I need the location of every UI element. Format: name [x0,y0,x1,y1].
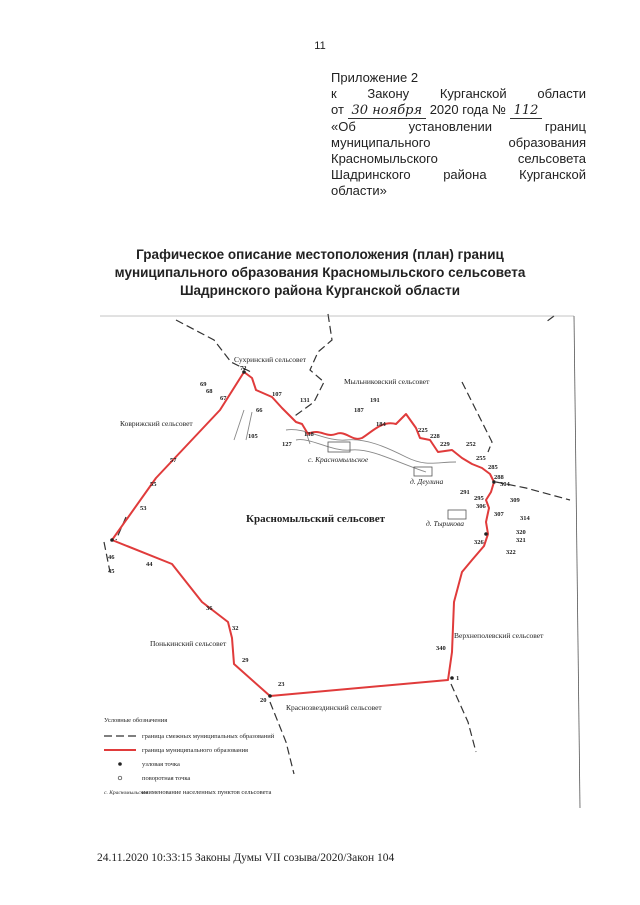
point-label-55: 55 [150,481,157,488]
title-line-1: Графическое описание местоположения (план) границ [136,247,504,262]
point-label-53: 53 [140,505,147,512]
point-label-72: 72 [240,365,247,372]
point-label-288: 288 [494,474,504,481]
point-label-252: 252 [466,441,476,448]
document-title [80,246,560,300]
title-line-3: Шадринского района Курганской области [179,283,461,298]
appendix-line-4: «Об установлении границ [331,119,586,134]
point-label-68: 68 [206,388,213,395]
settlement-symbols [328,442,466,519]
point-label-309: 309 [510,497,520,504]
neighbor-mylnikovsky: Мыльниковский сельсовет [344,377,430,386]
neighbor-verkhnespolevsky: Верхнеполевский сельсовет [454,631,544,640]
point-label-326: 326 [474,539,484,546]
appendix-line-1: Приложение 2 [331,70,419,85]
point-label-66: 66 [256,407,263,414]
point-label-191: 191 [370,397,380,404]
page-number: 11 [314,40,326,52]
appendix-line-7: Шадринского района Курганской [331,167,586,182]
point-label-69: 69 [200,381,207,388]
settlement-deulino: д. Деулина [410,477,444,486]
settlement-tyrikova-symbol [448,510,466,519]
neighbor-sukhrinsky: Сухринский сельсовет [234,355,307,364]
legend-settlement-names: наименование населенных пунктов сельсовета [142,789,272,796]
node-point-1 [450,676,454,680]
point-label-229: 229 [440,441,450,448]
point-label-131: 131 [300,397,310,404]
legend-title: Условные обозначения [104,717,168,724]
appendix-line-2: к Закону Курганской области [331,86,586,101]
node-point-322 [484,532,488,536]
appendix-header [331,70,586,199]
point-label-32: 32 [232,625,239,632]
legend-node-point-swatch [118,762,122,766]
point-label-340: 340 [436,645,446,652]
river-branch [234,410,310,444]
point-label-321: 321 [516,537,526,544]
map-frame-right [574,316,580,808]
point-label-291: 291 [460,489,470,496]
point-label-44: 44 [146,561,153,568]
handwritten-date: 30 ноября [348,103,427,119]
neighbor-kovrizhsky: Коврижский сельсовет [120,419,193,428]
point-label-138: 138 [304,431,314,438]
appendix-line-6: Красномыльского сельсовета [331,151,586,166]
settlement-tyrikova: д. Тырикова [426,519,464,528]
settlement-krasnomylskoe: с. Красномыльское [308,455,369,464]
legend-adjacent-border: граница смежных муниципальных образований [142,733,275,740]
point-label-36: 36 [206,605,213,612]
point-label-67: 67 [220,395,227,402]
point-label-1: 1 [456,675,460,682]
border-east-top [546,316,554,322]
point-label-45: 45 [108,568,115,575]
neighbor-labels [120,355,544,712]
map-svg [96,312,586,812]
handwritten-number: 112 [510,103,543,119]
point-label-306: 306 [476,503,486,510]
point-label-322: 322 [506,549,516,556]
point-label-107: 107 [272,391,282,398]
point-label-295: 295 [474,495,484,502]
point-label-29: 29 [242,657,249,664]
neighbor-krasnozvezdny: Краснозвездинский сельсовет [286,703,382,712]
title-line-2: муниципального образования Красномыльского сельсовета [114,265,526,280]
appendix-line-5: муниципального образования [331,135,586,150]
legend-node-point: узловая точка [142,761,180,768]
appendix-line-3: от 30 ноября 2020 года № 112 [331,102,586,119]
point-label-23: 23 [278,681,285,688]
point-label-46: 46 [108,554,115,561]
point-label-320: 320 [516,529,526,536]
node-point-45 [110,538,114,542]
point-label-307: 307 [494,511,504,518]
municipality-label: Красномыльский сельсовет [246,513,386,525]
border-southeast [451,684,476,752]
point-label-57: 57 [170,457,177,464]
point-label-187: 187 [354,407,364,414]
point-label-314: 314 [520,515,530,522]
point-label-228: 228 [430,433,440,440]
legend-settlement-sample: с. Красномыльское [104,790,149,796]
point-label-285: 285 [488,464,498,471]
node-point-20 [268,694,272,698]
point-label-184: 184 [376,421,386,428]
point-label-127: 127 [282,441,292,448]
neighbor-ponkinsky: Понькинский сельсовет [150,639,227,648]
legend-municipal-border: граница муниципального образования [142,747,249,754]
legend-turning-point: поворотная точка [142,775,191,782]
appendix-line-8: области» [331,183,387,198]
boundary-map [96,312,586,812]
footer: 24.11.2020 10:33:15 Законы Думы VII созыва/2020/Закон 104 [97,852,395,864]
point-label-20: 20 [260,697,267,704]
legend-turning-point-swatch [118,776,122,780]
point-label-255: 255 [476,455,486,462]
point-label-105: 105 [248,433,258,440]
point-label-225: 225 [418,427,428,434]
border-north-2 [292,314,332,418]
map-legend [104,717,275,796]
point-labels [108,365,531,704]
point-label-304: 304 [500,481,510,488]
